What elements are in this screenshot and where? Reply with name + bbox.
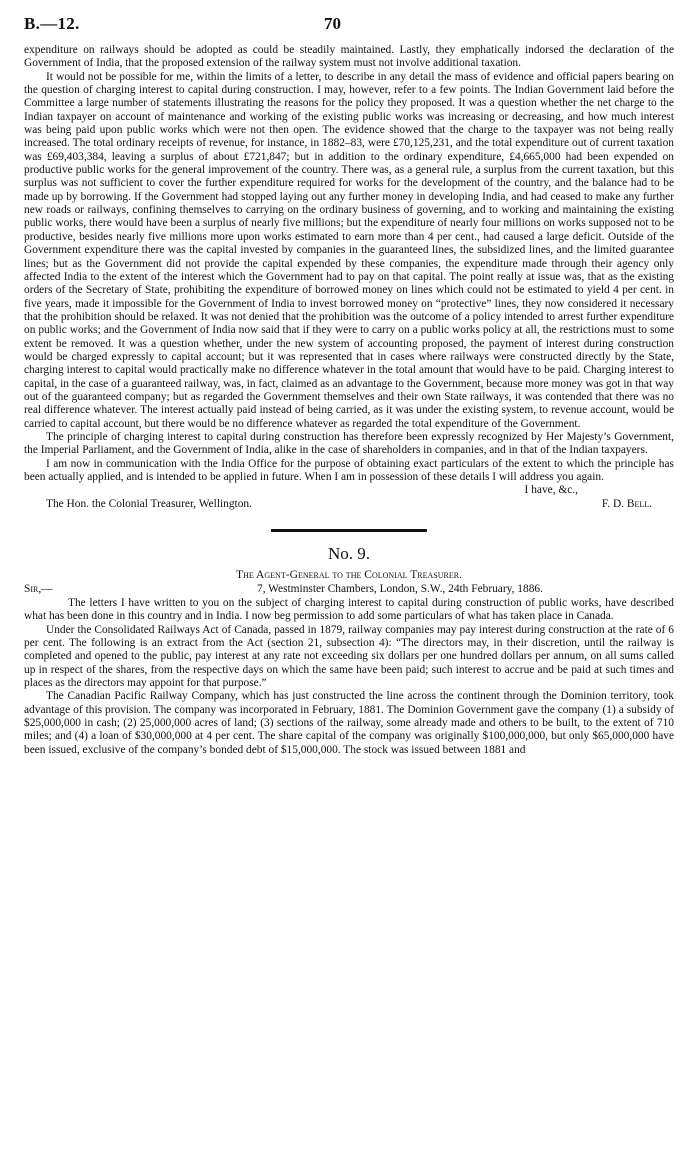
paragraph: expenditure on railways should be adopted as could be steadily maintained. Lastly, they emphatically indorsed the declaration of the Government of India, that the proposed extension of the railway system must not involve additional taxation. [24,44,674,70]
document-page [24,14,674,757]
addressee: The Hon. the Colonial Treasurer, Wellington. [46,497,252,510]
section-divider [271,529,427,532]
document-reference: B.—12. [24,14,80,33]
letter-continuation-body [24,44,674,484]
complimentary-close: I have, &c., [524,484,578,497]
dateline: 7, Westminster Chambers, London, S.W., 24th February, 1886. [257,583,543,596]
letter-closing [24,484,674,511]
paragraph: Under the Consolidated Railways Act of Canada, passed in 1879, railway companies may pay interest during construction at the rate of 6 per cent. The following is an extract from the Act (section 21, subsection 4): “The directors may, in their discretion, until the railway is completed and opened to the public, pay interest at any rate not exceeding six dollars per one hundred dollars per annum, on all sums called up in respect of the shares, from the respective days on which the same have been paid; such interest to accrue and be paid at such times and places as the directors may appoint for that purpose.” [24,623,674,690]
salutation-line [24,583,674,597]
paragraph: The letters I have written to you on the subject of charging interest to capital during construction of public works, have described what has been done in this country and in India. I now beg permission to add some particulars of what has taken place in Canada. [24,597,674,623]
paragraph: It would not be possible for me, within the limits of a letter, to describe in any detail the mass of evidence and official papers bearing on the question of charging interest to capital during construction. I may, however, refer to a few points. The Indian Government laid before the Committee a large number of statements illustrating the reasons for the policy they proposed. It was a question whether the net charge to the Indian taxpayer on account of maintenance and working of the existing public works was increasing or decreasing, and how much interest was being paid upon public works which were not then open. The evidence showed that the charge to the taxpayer was not being really increased. The total ordinary receipts of revenue, for instance, in 1882–83, were £70,125,231, and the total expenditure out of current taxation was £69,403,384, leaving a surplus of about £721,847; but in addition to the ordinary expenditure, £4,665,000 had been expended on productive public works for the general improvement of the country. There was, as a general rule, a surplus from the current taxation, but this surplus was not sufficient to cover the further expenditure required for works for the development of the country, and the balance had to be made up by borrowing. If the Government had stopped laying out any further money in developing India, and had ceased to make any further new roads or railways, confining themselves to carrying on the ordinary business of governing, and to working and maintaining the existing public works, there would have been a surplus of nearly five millions; but the expenditure of nearly four millions on works supposed not to be productive, besides nearly five millions more upon works estimated to earn more than 4 per cent., had caused a large deficit. Outside of the Government expenditure there was the capital invested by companies in the guaranteed lines, the subsidized lines, and the limited guarantee lines; but as the Government did not provide the capital expended by these companies, the expenditure made through their agency only affected India to the extent of the interest which the Government had to pay on that capital. The point really at issue was, that as the existing orders of the Secretary of State, prohibiting the expenditure of borrowed money on lines which could not be estimated to yield 4 per cent. in five years, made it impossible for the Government of India to invest borrowed money on “protective” lines, they now considered it necessary that the prohibition should be relaxed. It was not denied that the prohibition was the outcome of a policy intended to arrest further expenditure on public works; and the Government of India now said that if they were to carry on a public works policy at all, the restrictions must to some extent be removed. It was a question whether, under the new system of accounting proposed, the payment of interest during construction would be charged expressly to capital account; but it was represented that in cases where railways were constructed directly by the State, charging interest to capital would practically make no difference whatever in the total amount that would have to be paid. Charging interest to capital, in the case of a guaranteed railway, was, in fact, claimed as an advantage to the Government, because more money was got in that way out of the guaranteed company; but as regarded the Government themselves and their own State railways, it was contended that there was no real difference whatever. The interest actually paid instead of being carried, as it was under the existing system, to revenue account, would be carried to capital account, but there would be no difference whatever as regarded the total expenditure of the Government. [24,70,674,430]
salutation: Sir,— [24,583,53,596]
page-header [24,14,674,44]
page-number: 70 [324,14,341,33]
letter-title: The Agent-General to the Colonial Treasurer. [236,568,462,582]
paragraph: The Canadian Pacific Railway Company, which has just constructed the line across the continent through the Dominion territory, took advantage of this provision. The company was incorporated in February, 1881. The Dominion Government gave the company (1) a subsidy of $25,000,000 in cash; (2) 25,000,000 acres of land; (3) sections of the railway, some already made and others to be built, to the extent of 710 miles; and (4) a loan of $30,000,000 at 4 per cent. The share capital of the company was originally $100,000,000, but only $65,000,000 have been issued, exclusive of the company’s bonded debt of $15,000,000. The stock was issued between 1881 and [24,690,674,756]
letter-body [24,597,674,757]
signature: F. D. Bell. [601,497,652,510]
paragraph: I am now in communication with the India Office for the purpose of obtaining exact particulars of the extent to which the principle has been actually applied, and is intended to be applied in future. When I am in possession of these details I will address you again. [24,457,674,483]
paragraph: The principle of charging interest to capital during construction has therefore been expressly recognized by Her Majesty’s Government, the Imperial Parliament, and the Government of India, alike in the case of shareholders in companies, and in that of the Indian taxpayers. [24,430,674,457]
letter-number: No. 9. [327,544,371,564]
